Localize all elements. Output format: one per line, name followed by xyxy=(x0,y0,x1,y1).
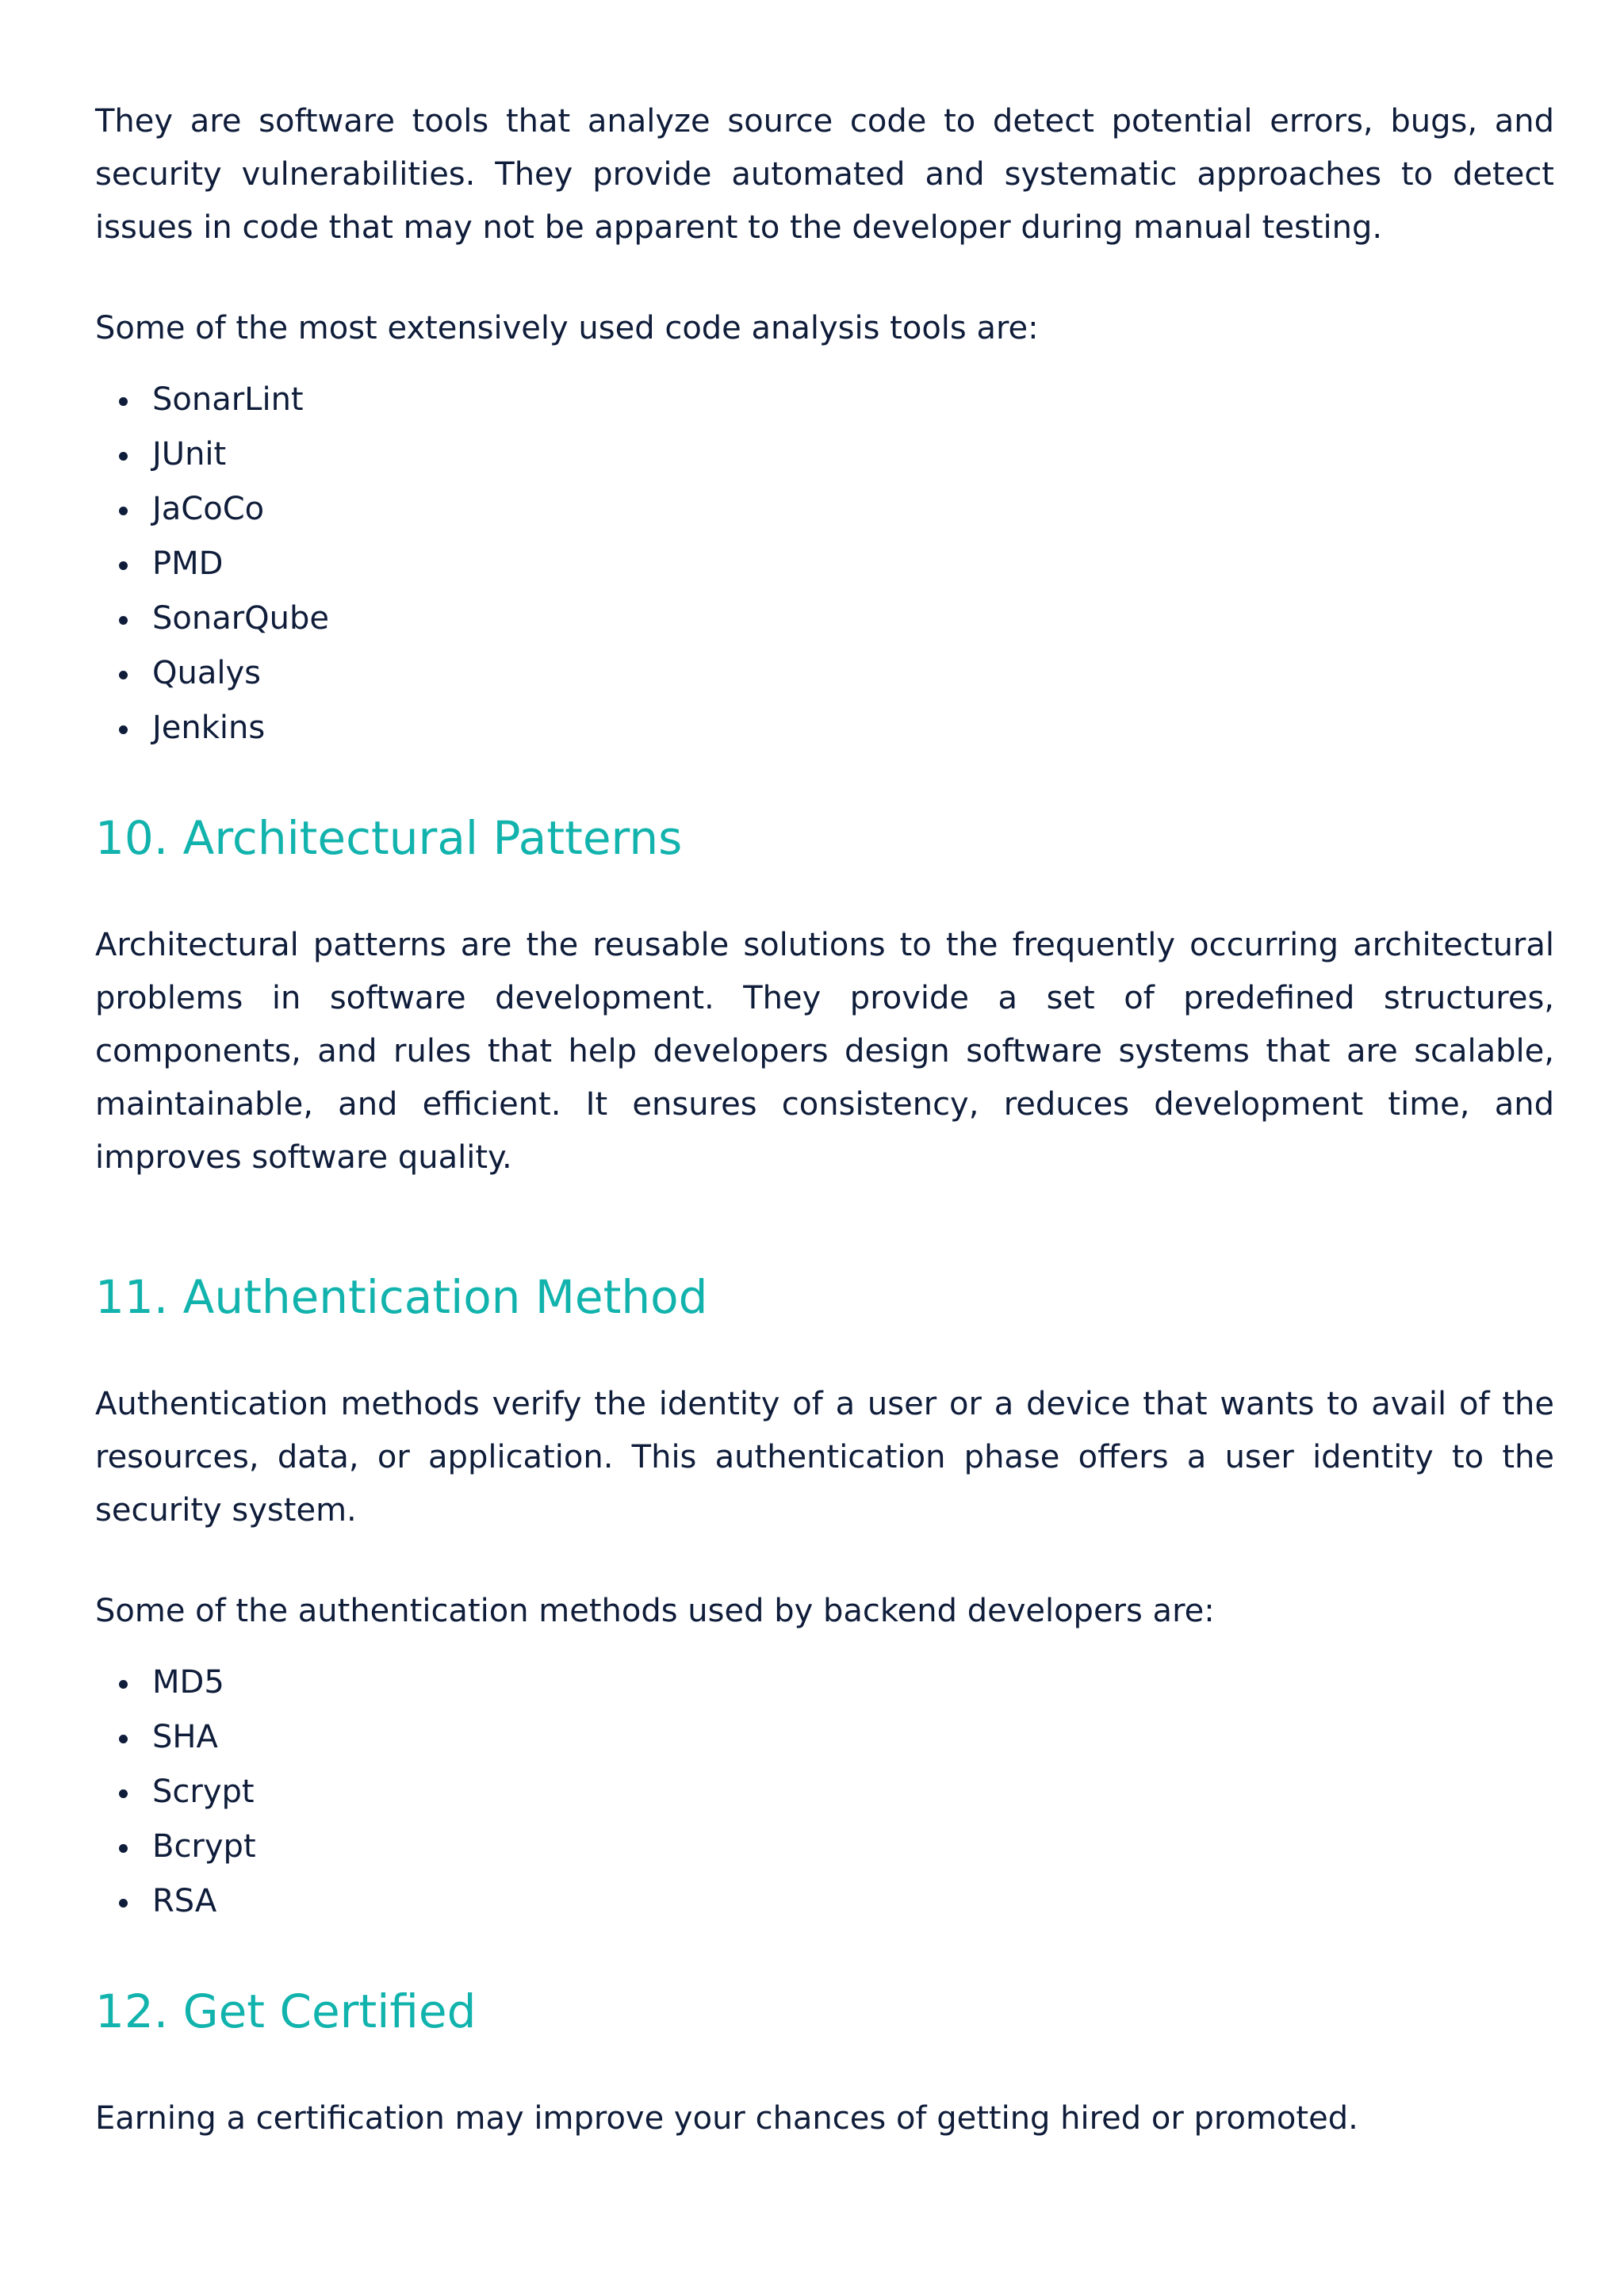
section-heading-get-certified: 12. Get Certified xyxy=(95,1984,477,2038)
bullet-icon xyxy=(119,1735,128,1743)
list-item xyxy=(95,1655,1554,1710)
list-item xyxy=(95,646,1554,701)
get-certified-paragraph: Earning a certification may improve your chances of getting hired or promoted. xyxy=(95,2100,1358,2137)
list-item-label: SHA xyxy=(152,1719,218,1755)
list-item xyxy=(95,1710,1554,1765)
bullet-icon xyxy=(119,616,128,625)
list-item xyxy=(95,373,1554,427)
list-item xyxy=(95,1820,1554,1874)
list-item-label: PMD xyxy=(152,545,224,582)
list-item xyxy=(95,1874,1554,1929)
bullet-icon xyxy=(119,1844,128,1853)
list-item-label: Jenkins xyxy=(152,710,266,746)
list-item xyxy=(95,591,1554,646)
code-analysis-tools-list xyxy=(95,373,1554,756)
authentication-lead-text: Some of the authentication methods used by backend developers are: xyxy=(95,1593,1215,1629)
list-item-label: RSA xyxy=(152,1883,217,1919)
list-item xyxy=(95,482,1554,537)
bullet-icon xyxy=(119,452,128,461)
section-heading-architectural-patterns: 10. Architectural Patterns xyxy=(95,811,683,865)
bullet-icon xyxy=(119,1899,128,1908)
intro-paragraph: They are software tools that analyze source code to detect potential errors, bugs, and security vulnerabilities. They provide automated and systematic approaches to detect issues in code that may not be apparent to the developer during manual testing. xyxy=(95,103,1554,246)
bullet-icon xyxy=(119,1680,128,1689)
bullet-icon xyxy=(119,725,128,734)
bullet-icon xyxy=(119,561,128,570)
bullet-icon xyxy=(119,671,128,679)
bullet-icon xyxy=(119,1789,128,1798)
architectural-patterns-paragraph: Architectural patterns are the reusable solutions to the frequently occurring architectural problems in software development. They provide a set of predefined structures, components, and rules that help developers design software systems that are scalable, maintainable, and efficient. It ensures consistency, reduces development time, and improves software quality. xyxy=(95,927,1554,1176)
list-item-label: Scrypt xyxy=(152,1774,255,1810)
list-item xyxy=(95,537,1554,591)
tools-lead-text: Some of the most extensively used code analysis tools are: xyxy=(95,310,1039,346)
list-item-label: JaCoCo xyxy=(152,491,265,527)
section-heading-authentication-method: 11. Authentication Method xyxy=(95,1270,708,1324)
bullet-icon xyxy=(119,507,128,515)
list-item xyxy=(95,427,1554,482)
list-item xyxy=(95,701,1554,756)
list-item-label: MD5 xyxy=(152,1664,224,1701)
list-item-label: Bcrypt xyxy=(152,1828,256,1865)
list-item-label: SonarLint xyxy=(152,381,304,418)
document-page xyxy=(95,95,1554,2145)
list-item-label: JUnit xyxy=(152,436,227,473)
authentication-methods-list xyxy=(95,1655,1554,1929)
list-item-label: Qualys xyxy=(152,655,261,691)
list-item-label: SonarQube xyxy=(152,600,330,637)
bullet-icon xyxy=(119,397,128,406)
authentication-paragraph: Authentication methods verify the identity of a user or a device that wants to avail of the resources, data, or application. This authentication phase offers a user identity to the security system. xyxy=(95,1386,1554,1529)
list-item xyxy=(95,1765,1554,1820)
